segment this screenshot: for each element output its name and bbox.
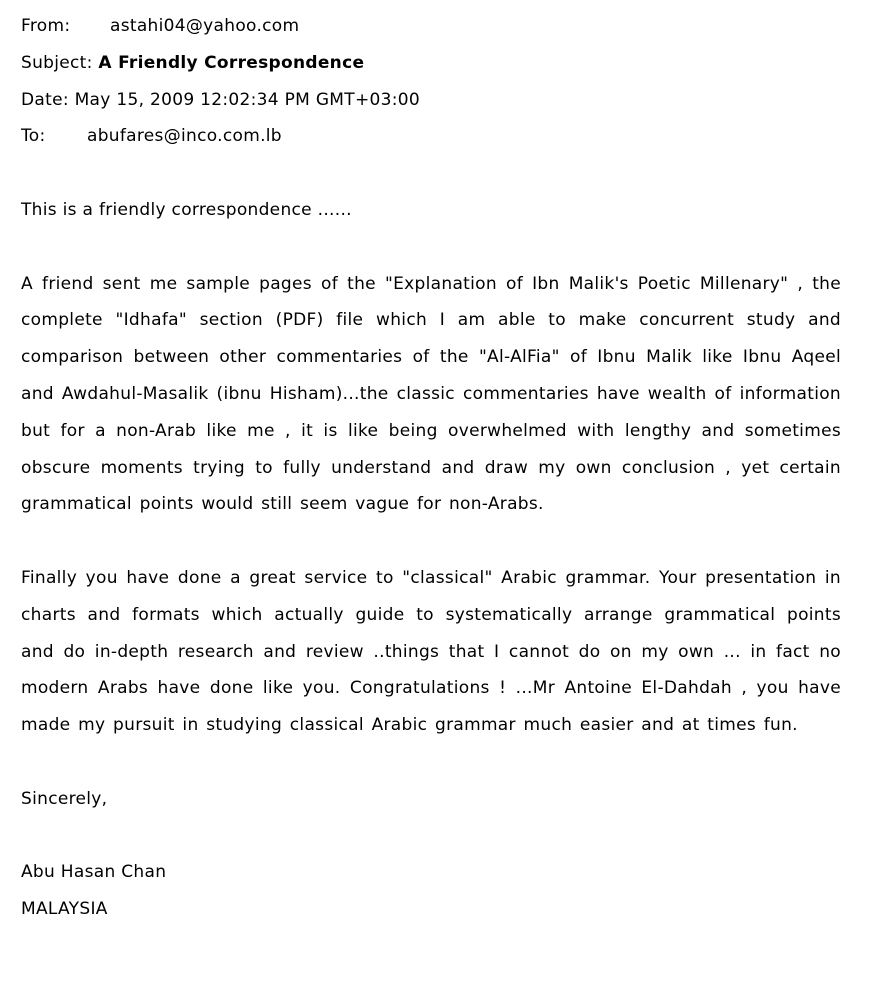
from-address: astahi04@yahoo.com [110,16,300,36]
signature-country: MALAYSIA [21,899,108,920]
closing: Sincerely, [21,788,108,809]
to-label: To: [21,126,46,147]
spacer [21,155,841,192]
date-value: May 15, 2009 12:02:34 PM GMT+03:00 [74,89,420,110]
subject-value: A Friendly Correspondence [98,52,365,73]
date-line [21,82,841,119]
to-address: abufares@inco.com.lb [87,126,282,147]
to-line [21,118,841,155]
spacer [21,229,841,266]
spacer [21,818,841,855]
signature-name: Abu Hasan Chan [21,862,167,883]
from-label: From: [21,16,71,36]
body-paragraph-2: Finally you have done a great service to "classical" Arabic grammar. Your presentation in charts and formats which actually guide to systematically arrange grammatical points and do in-depth research and review ..things that I cannot do on my own ... in fact no modern Arabs have done like you. Congratulations ! ...Mr Antoine El-Dahdah , you have made my pursuit in studying classical Arabic grammar much easier and at times fun. [21,567,841,736]
subject-label: Subject: [21,52,93,73]
intro-line: This is a friendly correspondence ...... [21,199,352,220]
subject-line [21,45,841,82]
spacer [21,523,841,560]
date-label: Date: [21,89,69,110]
from-line [21,8,841,45]
spacer [21,744,841,781]
body-paragraph-1: A friend sent me sample pages of the "Explanation of Ibn Malik's Poetic Millenary" , the complete "Idhafa" section (PDF) file which I am able to make concurrent study and comparison between other commentaries of the "Al-AlFia" of Ibnu Malik like Ibnu Aqeel and Awdahul-Masalik (ibnu Hisham)...the classic commentaries have wealth of information but for a non-Arab like me , it is like being overwhelmed with lengthy and sometimes obscure moments trying to fully understand and draw my own conclusion , yet certain grammatical points would still seem vague for non-Arabs. [21,273,841,515]
